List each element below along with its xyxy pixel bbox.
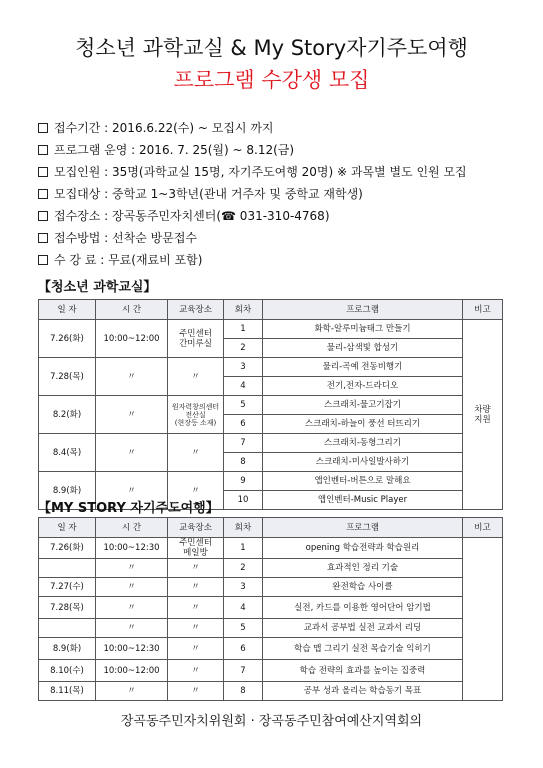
program-cell: 교과서 공부법 실전 교과서 리딩 [263,619,463,638]
session-cell: 4 [224,597,263,619]
program-cell: 스크래치-동형그리기 [263,434,463,453]
date-cell: 8.2(화) [39,396,96,434]
date-cell: 8.11(목) [39,682,96,701]
poster-title: 청소년 과학교실 & My Story자기주도여행 [75,36,468,60]
date-cell: 7.26(화) [39,320,96,358]
date-cell: 7.28(목) [39,358,96,396]
place-cell: 원자력창의센터 전산실 (현장등 소재) [168,396,224,434]
place-cell: 〃 [168,559,224,578]
header-date: 일 자 [39,300,96,320]
session-cell: 4 [224,377,263,396]
time-cell: 〃 [96,396,168,434]
info-item: 접수장소 : 장곡동주민자치센터(☎ 031-310-4768) [38,205,518,227]
session-cell: 8 [224,682,263,701]
header-session: 회차 [224,300,263,320]
checkbox-icon [38,123,48,133]
note-cell [463,538,503,701]
place-cell: 주민센터 간미루실 [168,320,224,358]
header-session: 회차 [224,518,263,538]
session-cell: 2 [224,339,263,358]
session-cell: 7 [224,660,263,682]
science-section-title: 【청소년 과학교실】 [38,280,157,295]
program-cell: 스크래치-하늘이 풍선 터뜨리기 [263,415,463,434]
place-cell: 주민센터 메일방 [168,538,224,559]
date-cell [39,619,96,638]
mystory-schedule-table [38,517,503,701]
date-cell: 7.27(수) [39,578,96,597]
info-item: 접수기간 : 2016.6.22(수) ~ 모집시 까지 [38,117,518,139]
info-list [38,117,518,271]
place-cell: 〃 [168,660,224,682]
session-cell: 7 [224,434,263,453]
time-cell: 〃 [96,358,168,396]
date-cell: 8.4(목) [39,434,96,472]
time-cell: 10:00~12:30 [96,638,168,660]
science-schedule-table [38,299,503,510]
session-cell: 3 [224,358,263,377]
header-note: 비고 [463,300,503,320]
time-cell: 〃 [96,559,168,578]
note-cell: 차량 지원 [463,320,503,510]
program-cell: 앱인벤터-Music Player [263,491,463,510]
place-cell: 〃 [168,682,224,701]
program-cell: 물리-삼색빛 합성기 [263,339,463,358]
program-cell: opening 학습전략과 학습원리 [263,538,463,559]
info-item: 모집대상 : 중학교 1~3학년(관내 거주자 및 중학교 재학생) [38,183,518,205]
time-cell: 〃 [96,434,168,472]
time-cell: 〃 [96,619,168,638]
time-cell: 10:00~12:30 [96,538,168,559]
poster-subtitle: 프로그램 수강생 모집 [173,68,370,92]
date-cell: 8.10(수) [39,660,96,682]
table-row [39,597,503,619]
session-cell: 1 [224,320,263,339]
header-program: 프로그램 [263,518,463,538]
session-cell: 6 [224,415,263,434]
place-cell: 〃 [168,434,224,472]
table-row [39,578,503,597]
checkbox-icon [38,233,48,243]
table-row [39,434,503,453]
place-cell: 〃 [168,638,224,660]
place-cell: 〃 [168,358,224,396]
program-cell: 앱인벤터-버튼으로 말해요 [263,472,463,491]
checkbox-icon [38,189,48,199]
program-cell: 학습 전략의 효과를 높이는 집중력 [263,660,463,682]
checkbox-icon [38,145,48,155]
date-cell [39,559,96,578]
time-cell: 10:00~12:00 [96,320,168,358]
program-cell: 학습 맵 그리기 실전 목습기술 익히기 [263,638,463,660]
place-cell: 〃 [168,472,224,510]
mystory-section-title: 【MY STORY 자기주도여행】 [38,501,219,516]
table-row [39,682,503,701]
session-cell: 5 [224,619,263,638]
info-item: 수 강 료 : 무료(재료비 포함) [38,249,518,271]
table-row [39,619,503,638]
place-cell: 〃 [168,597,224,619]
table-header-row [39,300,503,320]
checkbox-icon [38,211,48,221]
program-cell: 실전, 카드를 이용한 영어단어 암기법 [263,597,463,619]
time-cell: 〃 [96,472,168,510]
program-cell: 화학-알루미늄태그 만들기 [263,320,463,339]
session-cell: 8 [224,453,263,472]
date-cell: 8.9(화) [39,638,96,660]
table-header-row [39,518,503,538]
table-row [39,559,503,578]
header-program: 프로그램 [263,300,463,320]
header-time: 시 간 [96,518,168,538]
date-cell: 7.26(화) [39,538,96,559]
table-row [39,638,503,660]
program-cell: 물리-곡예 전동비행기 [263,358,463,377]
date-cell: 7.28(목) [39,597,96,619]
table-row [39,358,503,377]
table-row [39,396,503,415]
session-cell: 1 [224,538,263,559]
place-cell: 〃 [168,619,224,638]
checkbox-icon [38,167,48,177]
session-cell: 5 [224,396,263,415]
time-cell: 10:00~12:00 [96,660,168,682]
program-cell: 스크래치-물고기잡기 [263,396,463,415]
program-cell: 전기,전자-드라디오 [263,377,463,396]
footer-organizers: 장곡동주민자치위원회 · 장곡동주민참여예산지역회의 [120,714,423,729]
header-date: 일 자 [39,518,96,538]
session-cell: 3 [224,578,263,597]
table-row [39,660,503,682]
program-cell: 스크래치-미사일발사하기 [263,453,463,472]
date-cell: 8.9(화) [39,472,96,510]
table-row [39,320,503,339]
time-cell: 〃 [96,578,168,597]
session-cell: 9 [224,472,263,491]
session-cell: 10 [224,491,263,510]
info-item: 프로그램 운영 : 2016. 7. 25(월) ~ 8.12(금) [38,139,518,161]
table-row [39,472,503,491]
header-note: 비고 [463,518,503,538]
session-cell: 2 [224,559,263,578]
header-time: 시 간 [96,300,168,320]
place-cell: 〃 [168,578,224,597]
program-cell: 공부 성과 올리는 학습동기 목표 [263,682,463,701]
header-place: 교육장소 [168,518,224,538]
time-cell: 〃 [96,597,168,619]
program-cell: 완전학습 사이클 [263,578,463,597]
header-place: 교육장소 [168,300,224,320]
info-item: 모집인원 : 35명(과학교실 15명, 자기주도여행 20명) ※ 과목별 별도 인원 모집 [38,161,518,183]
session-cell: 6 [224,638,263,660]
time-cell: 〃 [96,682,168,701]
checkbox-icon [38,255,48,265]
table-row [39,538,503,559]
program-cell: 효과적인 정리 기술 [263,559,463,578]
info-item: 접수방법 : 선착순 방문접수 [38,227,518,249]
